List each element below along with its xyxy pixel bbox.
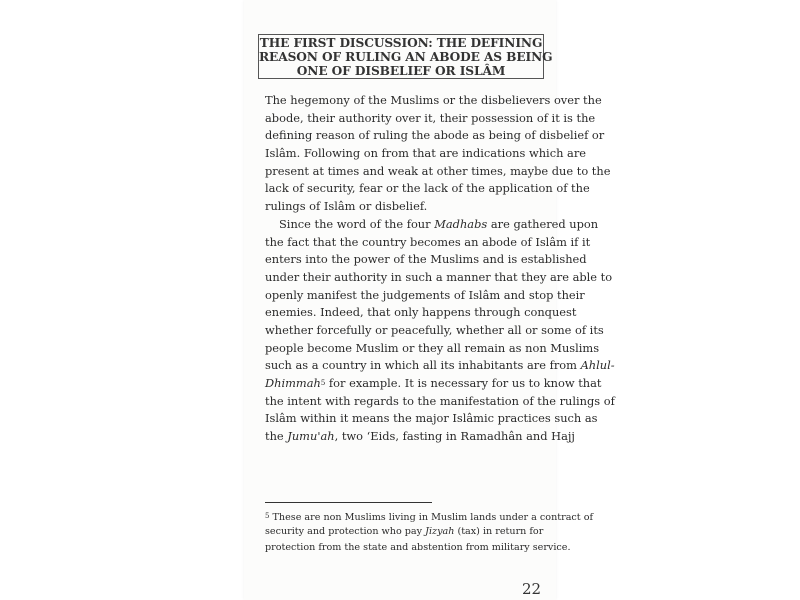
body-line [265, 357, 615, 375]
text-run: security and protection who pay [265, 526, 426, 537]
body-line [265, 110, 596, 128]
italic-term: Ahlul- [580, 358, 615, 373]
text-run: defining reason of ruling the abode as being of disbelief or [265, 128, 605, 143]
text-run: the [265, 429, 288, 444]
body-line [265, 163, 611, 181]
body-text [265, 92, 615, 446]
body-line [265, 251, 587, 269]
text-run: whether forcefully or peacefully, whether all or some of its [265, 322, 604, 337]
text-run: , two ‘Eids, fasting in Ramadhân and Hajj [334, 429, 575, 444]
heading-line: THE FIRST DISCUSSION: THE DEFINING [259, 36, 543, 50]
footnote-line [265, 508, 594, 524]
body-line [265, 269, 613, 287]
text-run: rulings of Islâm or disbelief. [265, 199, 428, 214]
text-run: openly manifest the judgements of Islâm and stop their [265, 287, 585, 302]
footnote-line [265, 540, 571, 556]
footnote [265, 508, 594, 556]
body-line [265, 340, 600, 358]
text-run: protection from the state and abstention from military service. [265, 542, 571, 553]
text-run: Islâm. Following on from that are indications which are [265, 146, 587, 161]
page-number: 22 [522, 580, 542, 598]
text-run: Islâm within it means the major Islâmic practices such as [265, 411, 598, 426]
footnote-marker: 5 [320, 379, 326, 387]
body-line [265, 428, 575, 446]
text-run: The hegemony of the Muslims or the disbelievers over the [265, 93, 602, 107]
text-run: such as a country in which all its inhabitants are from [265, 358, 581, 373]
text-run: Since the word of the four [279, 216, 435, 231]
body-line [265, 92, 602, 110]
chapter-heading-box [258, 34, 553, 79]
text-run: under their authority in such a manner that they are able to [265, 269, 613, 284]
body-line [265, 198, 541, 216]
text-run: the intent with regards to the manifestation of the rulings of [265, 393, 615, 408]
text-run: people become Muslim or they all remain as non Muslims [265, 340, 600, 355]
italic-term: Jizyah [425, 526, 455, 537]
heading-line: ONE OF DISBELIEF OR ISLÂM [296, 64, 506, 78]
text-run: the fact that the country becomes an abode of Islâm if it [265, 234, 591, 249]
text-run: (tax) in return for [454, 526, 544, 537]
footnote-divider [265, 502, 432, 503]
body-line [265, 393, 615, 411]
body-line [265, 145, 587, 163]
body-line [265, 180, 590, 198]
italic-term: Madhabs [434, 216, 488, 231]
text-run: present at times and weak at other times, maybe due to the [265, 163, 611, 178]
italic-term: Jumu'ah [287, 429, 335, 444]
text-run: are gathered upon [487, 216, 599, 231]
text-run: These are non Muslims living in Muslim lands under a contract of [269, 512, 594, 523]
text-run: for example. It is necessary for us to know that [325, 376, 602, 390]
body-line [265, 322, 604, 340]
body-line [265, 234, 591, 252]
text-run: abode, their authority over it, their possession of it is the [265, 110, 596, 125]
text-run: enters into the power of the Muslims and is established [265, 252, 587, 267]
italic-term: Dhimmah [265, 376, 321, 390]
text-run: enemies. Indeed, that only happens through conquest [265, 305, 577, 320]
body-line [265, 216, 599, 234]
body-line [265, 287, 585, 305]
footnote-line [265, 524, 544, 540]
body-line [265, 410, 598, 428]
body-line [265, 304, 577, 322]
heading-line: REASON OF RULING AN ABODE AS BEING [259, 50, 553, 64]
body-line [265, 375, 602, 393]
body-line [265, 127, 605, 145]
text-run: lack of security, fear or the lack of the application of the [265, 181, 590, 196]
footnote-marker: 5 [265, 512, 270, 520]
